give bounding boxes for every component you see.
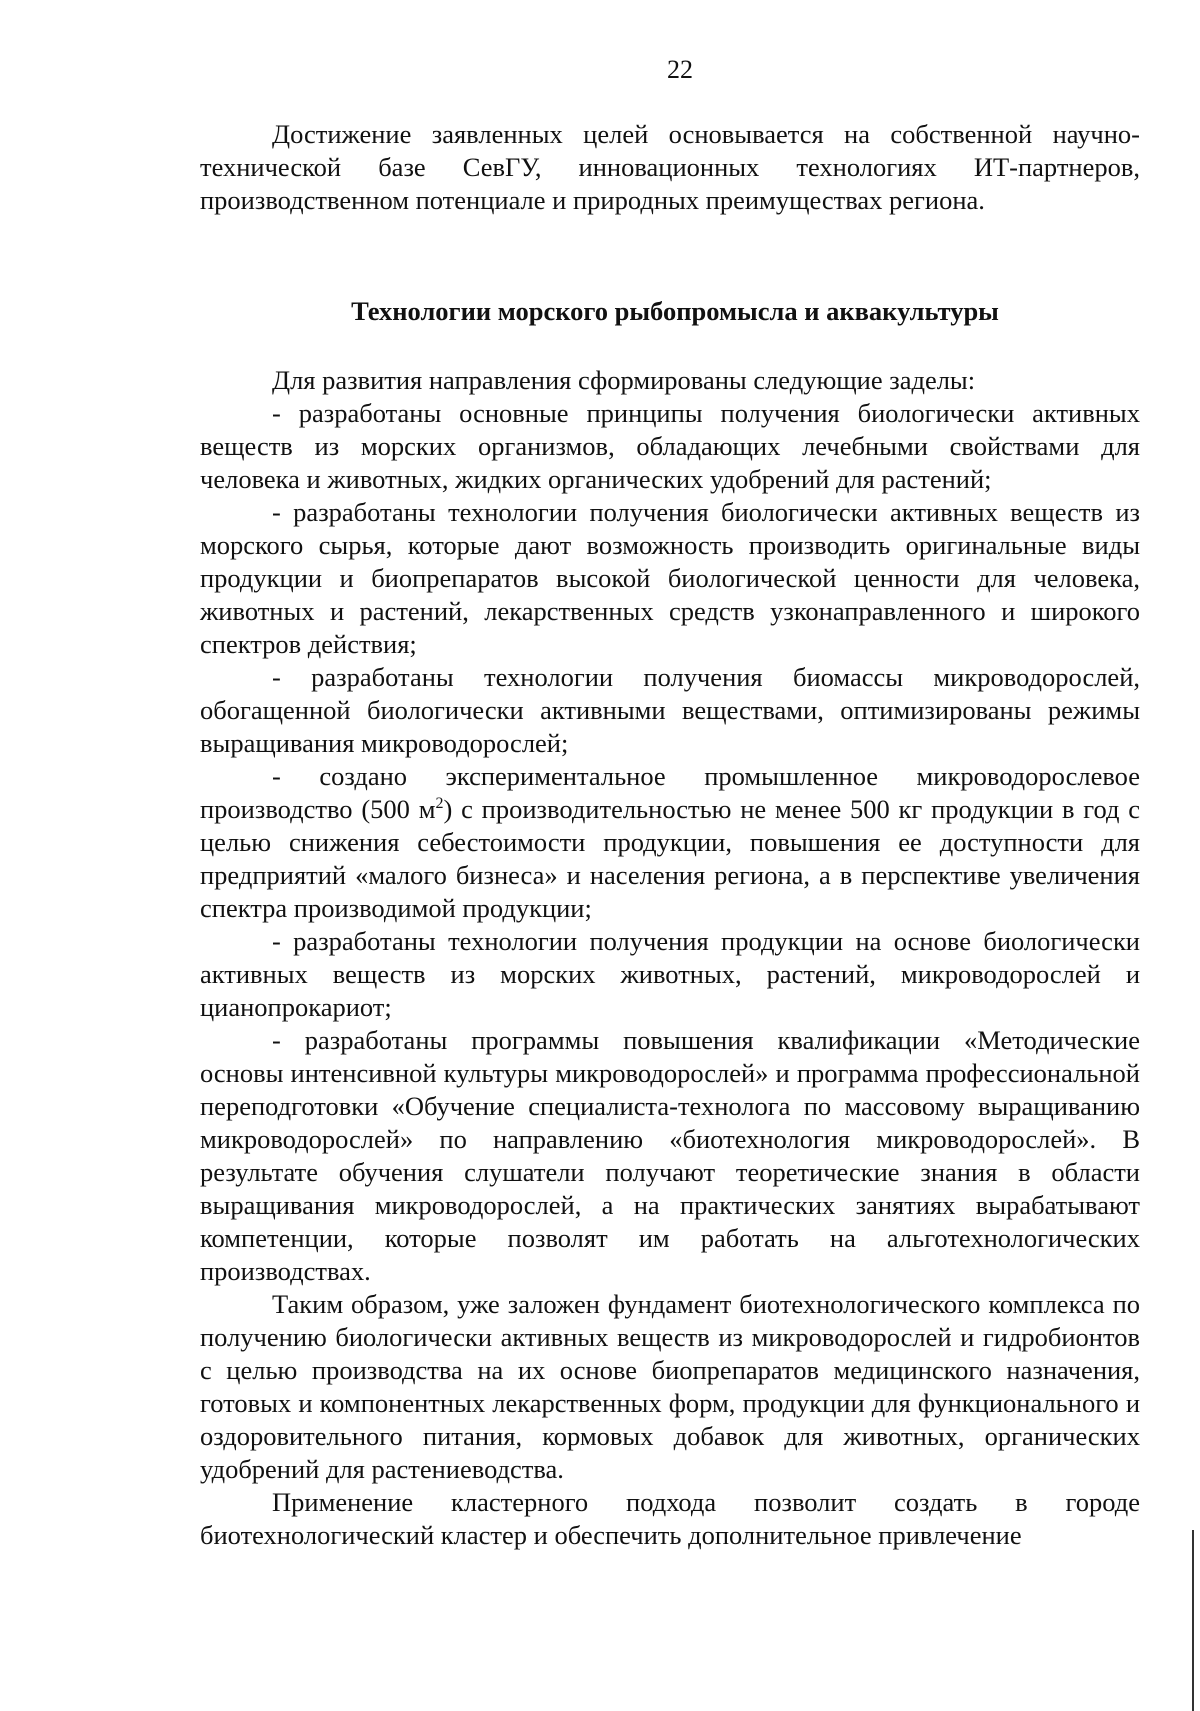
list-item: - разработаны технологии получения биомассы микроводорослей, обогащенной биологически активными веществами, оптимизированы режимы выращивания микроводорослей; (200, 662, 1140, 758)
scan-edge-line (1192, 1530, 1194, 1711)
page-content (200, 118, 1140, 1552)
intro-paragraph: Достижение заявленных целей основывается на собственной научно-технической базе СевГУ, инновационных технологиях ИТ-партнеров, производственном потенциале и природных преимуществах региона. (200, 119, 1140, 215)
section-title: Технологии морского рыбопромысла и аквакультуры (351, 296, 999, 326)
lead-paragraph: Для развития направления сформированы следующие заделы: (272, 365, 976, 395)
list-item: - разработаны программы повышения квалификации «Методические основы интенсивной культуры микроводорослей» и программа профессиональной переподготовки «Обучение специалиста-технолога по массовому выращиванию микроводорослей» по направлению «биотехнология микроводорослей». В результате обучения слушатели получают теоретические знания в области выращивания микроводорослей, а на практических занятиях вырабатывают компетенции, которые позволят им работать на альготехнологических производствах. (200, 1025, 1140, 1286)
conclusion-paragraph: Таким образом, уже заложен фундамент биотехнологического комплекса по получению биологически активных веществ из микроводорослей и гидробионтов с целью производства на их основе биопрепаратов медицинского назначения, готовых и компонентных лекарственных форм, продукции для функционального и оздоровительного питания, кормовых добавок для животных, органических удобрений для растениеводства. (200, 1289, 1140, 1484)
page-number: 22 (667, 55, 693, 84)
list-item: - разработаны технологии получения продукции на основе биологически активных веществ из морских животных, растений, микроводорослей и цианопрокариот; (200, 926, 1140, 1022)
list-item (200, 760, 1140, 925)
superscript-exponent: 2 (435, 795, 444, 813)
final-paragraph: Применение кластерного подхода позволит создать в городе биотехнологический кластер и обеспечить дополнительное привлечение (200, 1487, 1140, 1550)
list-item-text: ) с производительностью не менее 500 кг продукции в год с целью снижения себестоимости продукции, повышения ее доступности для предприятий «малого бизнеса» и населения региона, а в перспективе увеличения спектра производимой продукции; (200, 794, 1140, 923)
list-item-text: - создано экспериментальное промышленное микроводорослевое производство (500 м (200, 761, 1140, 824)
list-item: - разработаны основные принципы получения биологически активных веществ из морских организмов, обладающих лечебными свойствами для человека и животных, жидких органических удобрений для растений; (200, 398, 1140, 494)
list-item: - разработаны технологии получения биологически активных веществ из морского сырья, которые дают возможность производить оригинальные виды продукции и биопрепаратов высокой биологической ценности для человека, животных и растений, лекарственных средств узконаправленного и широкого спектров действия; (200, 497, 1140, 659)
